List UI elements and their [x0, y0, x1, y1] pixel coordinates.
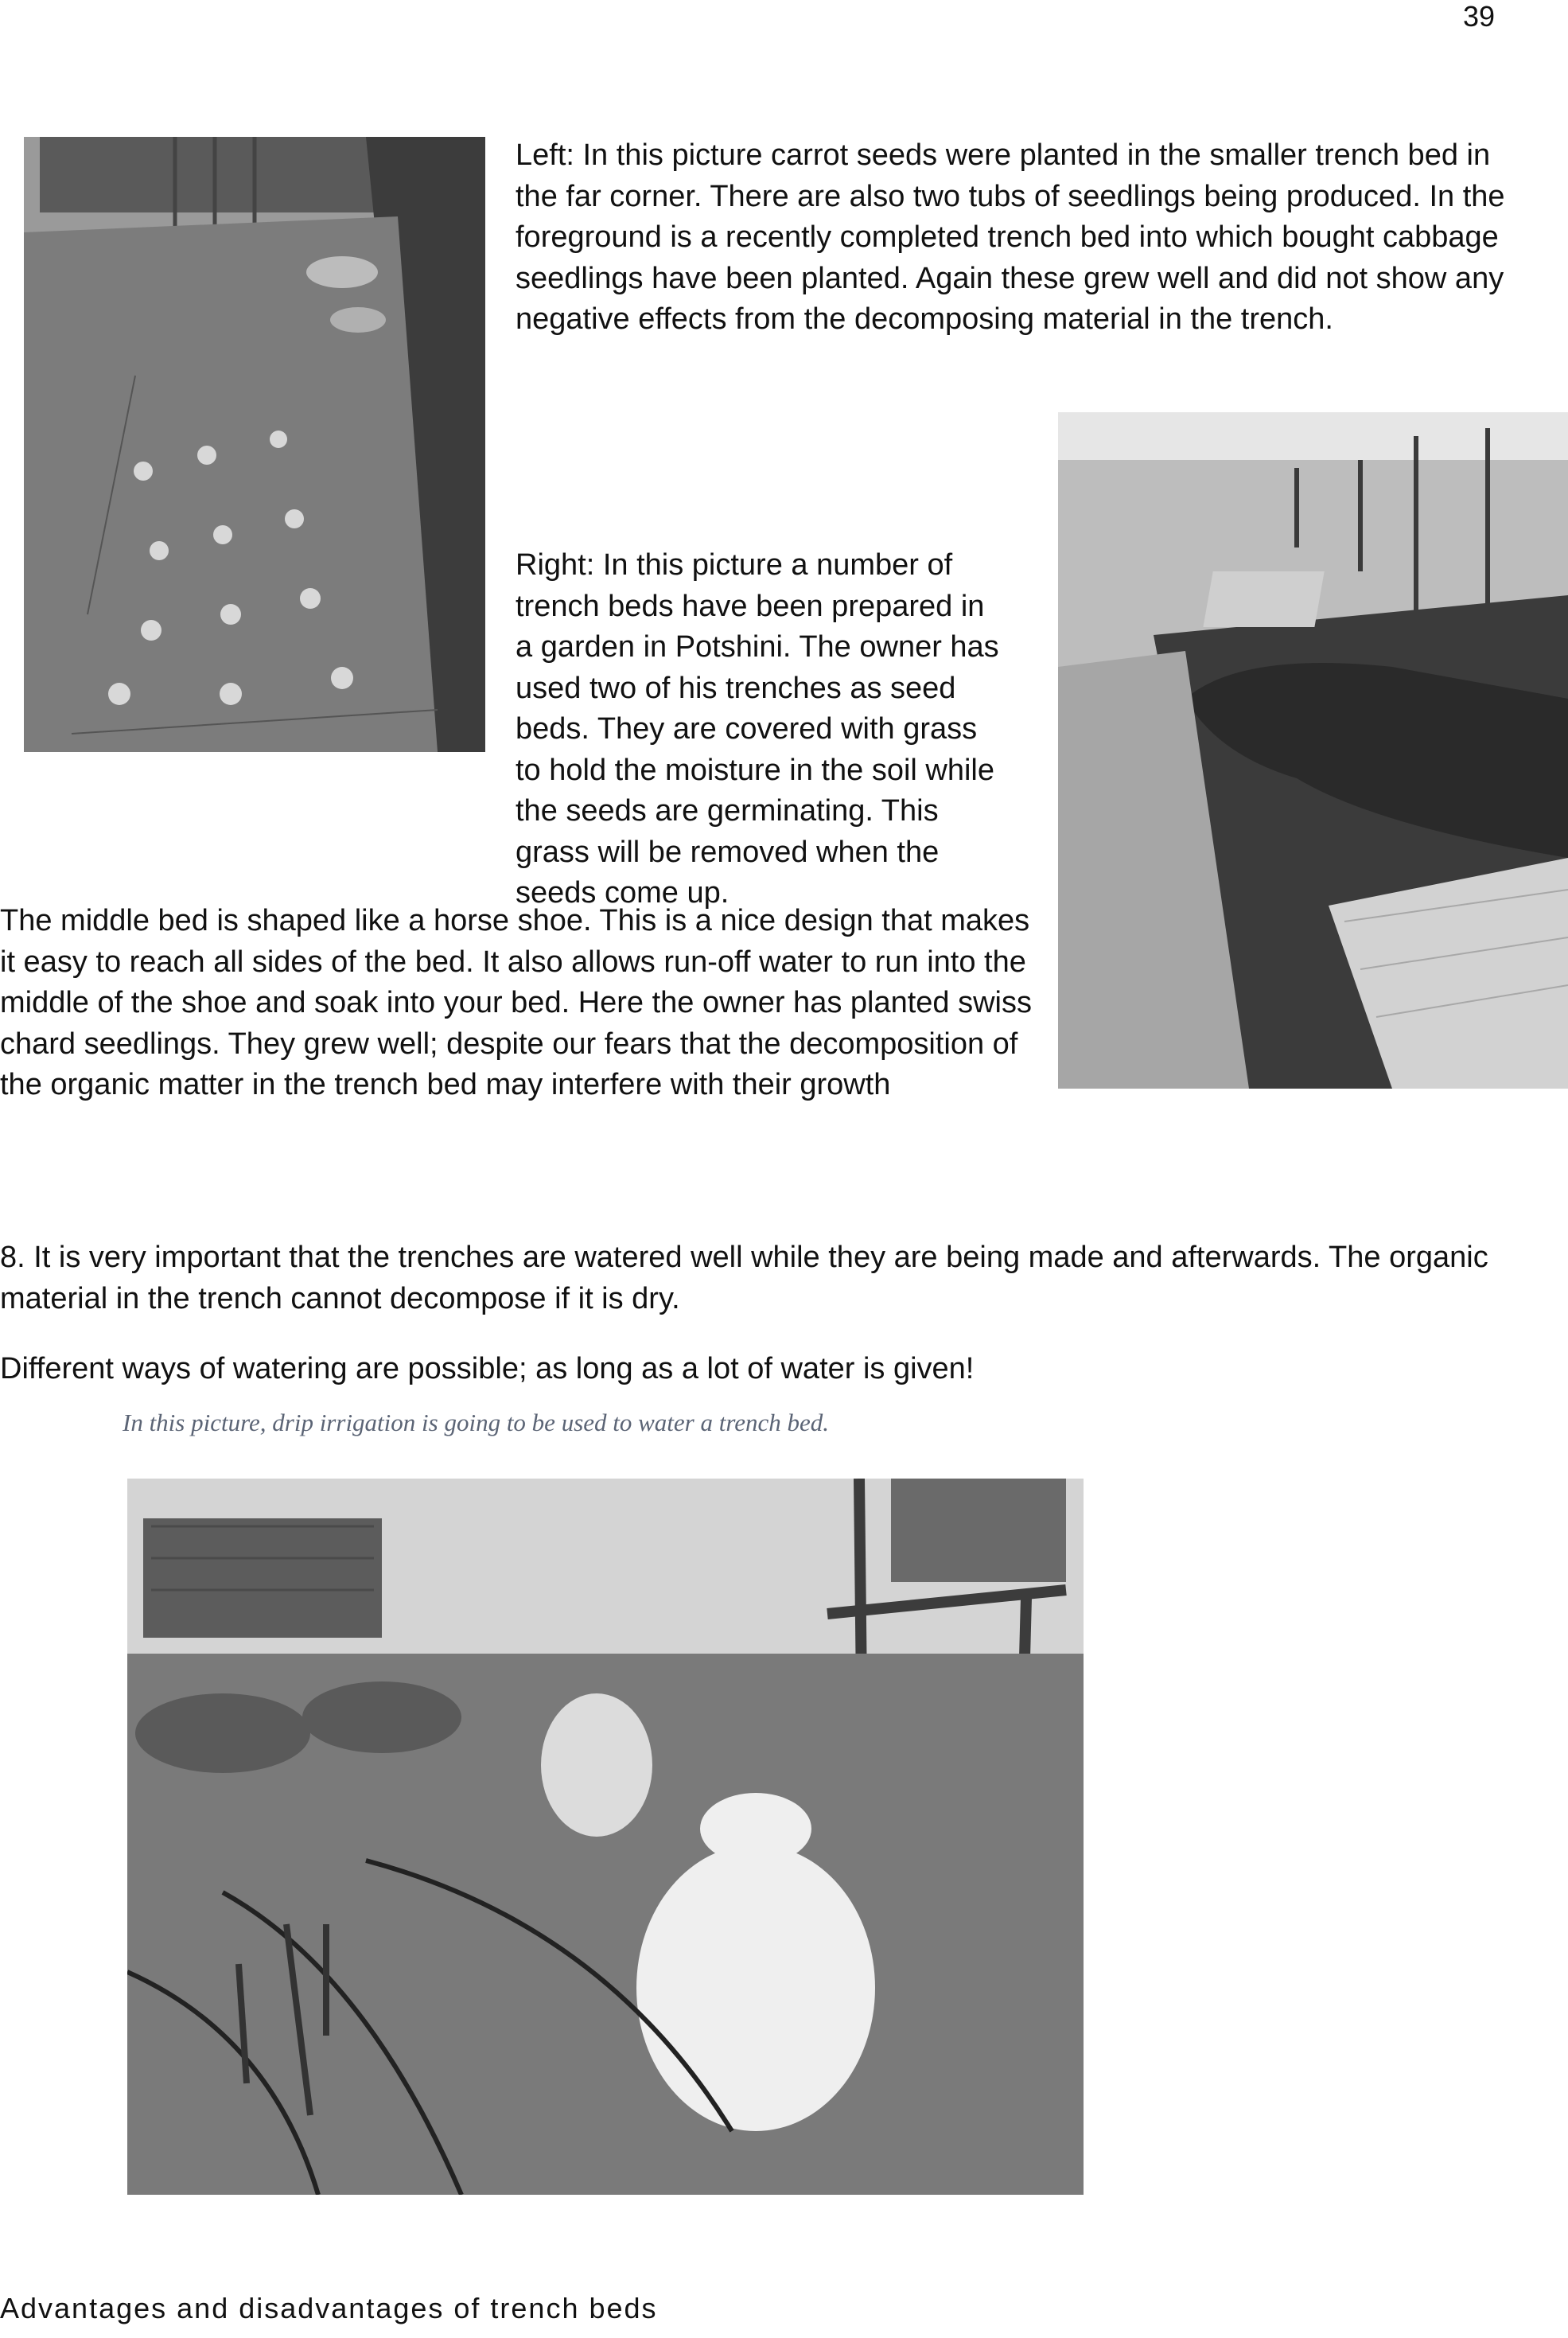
caption-left: Left: In this picture carrot seeds were planted in the smaller trench bed in the far corner. There are also two tubs of seedlings being produced. In the foreground is a recently completed trench bed into which bought cabbage seedlings have been planted. Again these grew well and did not show any negative effects from the decomposing material in the trench.	[516, 138, 1505, 336]
photo-drip-irrigation	[127, 1479, 1084, 2195]
paragraph-watering-importance: 8. It is very important that the trenches are watered well while they are being made and afterwards. The organic material in the trench cannot decompose if it is dry.	[0, 1241, 1488, 1315]
caption-right	[0, 545, 1034, 914]
paragraph-horseshoe-bed: The middle bed is shaped like a horse shoe. This is a nice design that makes it easy to reach all sides of the bed. It also allows run-off water to run into the middle of the shoe and soak into your bed. Here the owner has planted swiss chard seedlings. They grew well; despite our fears that the decomposition of the organic matter in the trench bed may interfere with their growth	[0, 904, 1032, 1101]
photo-potshini-trench-beds	[1058, 412, 1568, 1089]
paragraph-watering-ways: Different ways of watering are possible; as long as a lot of water is given!	[0, 1352, 975, 1385]
caption-right-text: Right: In this picture a number of trench beds have been prepared in a garden in Potshini. The owner has used two of his trenches as seed beds. They are covered with grass to hold the moisture in the soil while the seeds are germinating. This grass will be removed when the seeds come up.	[516, 548, 999, 910]
section-heading: Advantages and disadvantages of trench beds	[0, 2292, 658, 2324]
page-number: 39	[1462, 0, 1495, 33]
photo-caption-drip-irrigation: In this picture, drip irrigation is going to be used to water a trench bed.	[123, 1409, 830, 1436]
